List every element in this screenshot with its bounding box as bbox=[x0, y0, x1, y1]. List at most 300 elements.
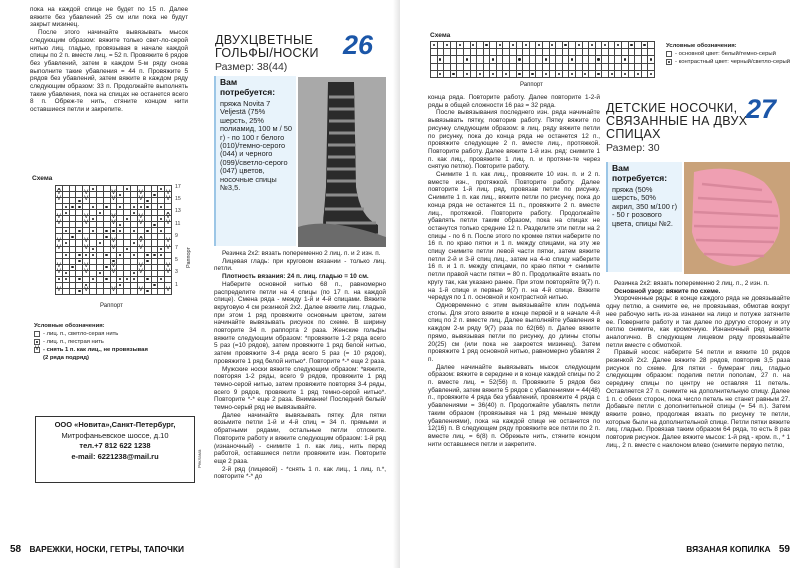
chart-cell bbox=[438, 56, 444, 62]
chart-cell bbox=[111, 271, 117, 276]
chart-cell bbox=[117, 247, 123, 252]
chart-cell bbox=[484, 49, 490, 55]
chart-cell bbox=[477, 56, 483, 62]
chart-cell bbox=[63, 216, 69, 221]
chart-cell bbox=[76, 216, 82, 221]
chart-cell bbox=[457, 64, 463, 70]
chart-cell bbox=[165, 253, 171, 258]
chart-cell bbox=[111, 204, 117, 209]
chart-cell bbox=[63, 265, 69, 270]
chart-cell bbox=[451, 42, 457, 48]
chart-cell bbox=[104, 228, 110, 233]
chart-cell bbox=[536, 64, 542, 70]
chart-cell bbox=[523, 71, 529, 77]
intro-paragraph-1: пока на каждой спице не будет по 15 п. Далее вяжите без убавлений 25 см или пока не будут закрыт мизинец. bbox=[30, 6, 188, 29]
chart-cell bbox=[56, 271, 62, 276]
chart-cell bbox=[563, 49, 569, 55]
chart-cell bbox=[576, 71, 582, 77]
white-square-icon bbox=[34, 331, 40, 337]
chart-cell bbox=[165, 289, 171, 294]
project26-continued bbox=[428, 94, 600, 448]
chart-cell bbox=[70, 259, 76, 264]
chart-cell bbox=[438, 64, 444, 70]
legend-text: - лиц. п., пестрая нить bbox=[43, 339, 104, 345]
row-number: 9 bbox=[175, 232, 178, 239]
legend-title: Условные обозначения: bbox=[666, 43, 737, 49]
chart-cell bbox=[589, 71, 595, 77]
chart-cell bbox=[117, 240, 123, 245]
row-number: 3 bbox=[175, 269, 178, 276]
row-number: 15 bbox=[175, 196, 181, 203]
materials-body: пряжа Novita 7 Veljestä (75% шерсть, 25% полиамид, 100 м / 50 г) - по 100 г белого (010)/темно-серого (044) и черного (099)/светло-серого (047) цветов, носочные спицы №3,5. bbox=[220, 99, 292, 193]
chart-cell bbox=[497, 71, 503, 77]
chart-cell bbox=[451, 49, 457, 55]
chart-cell bbox=[152, 222, 158, 227]
chart-cell bbox=[510, 56, 516, 62]
chart-cell bbox=[510, 64, 516, 70]
chart-cell bbox=[622, 49, 628, 55]
chart-cell bbox=[90, 265, 96, 270]
project27-size: Размер: 30 bbox=[606, 142, 660, 154]
chart-cell bbox=[111, 277, 117, 282]
chart-cell bbox=[63, 234, 69, 239]
chart-cell bbox=[165, 277, 171, 282]
chart-cell bbox=[576, 49, 582, 55]
chart-cell bbox=[530, 64, 536, 70]
chart-cell bbox=[648, 64, 654, 70]
chart-cell bbox=[131, 283, 137, 288]
chart-cell bbox=[503, 71, 509, 77]
chart-cell bbox=[131, 289, 137, 294]
chart-cell bbox=[609, 49, 615, 55]
right-page bbox=[400, 0, 800, 568]
chart-cell bbox=[569, 56, 575, 62]
legend-text: - лиц. п., светло-серая нить bbox=[43, 331, 119, 337]
chart-cell bbox=[70, 222, 76, 227]
chart-cell bbox=[76, 277, 82, 282]
chart-cell bbox=[131, 271, 137, 276]
chart-cell bbox=[145, 265, 151, 270]
chart-cell bbox=[635, 64, 641, 70]
chart-cell bbox=[635, 71, 641, 77]
project27-photo bbox=[684, 162, 790, 274]
chart-cell bbox=[117, 222, 123, 227]
chart-cell bbox=[117, 271, 123, 276]
chart-cell bbox=[111, 198, 117, 203]
chart-cell bbox=[431, 56, 437, 62]
chart-cell bbox=[117, 186, 123, 191]
chart-cell bbox=[444, 56, 450, 62]
chart-cell bbox=[596, 64, 602, 70]
chart-cell bbox=[104, 198, 110, 203]
chart-cell bbox=[165, 222, 171, 227]
chart-cell bbox=[615, 56, 621, 62]
chart-cell bbox=[583, 49, 589, 55]
ad-email[interactable]: e-mail: 6221238@mail.ru bbox=[71, 451, 159, 461]
chart-cell bbox=[550, 42, 556, 48]
paragraph: Лицевая гладь: при круговом вязании - только лиц. петли. bbox=[214, 257, 386, 273]
chart-cell bbox=[517, 71, 523, 77]
paragraph: Укороченные ряды: в конце каждого ряда не довязывайте одну петлю, а снимите ее, не провязывая, обмотав вокруг нее рабочую нить из-за изнанки на лицо и потуже затяните ее. Поверните работу и так далее по другую сторону и эту петлю снимите, как кромочную. Изнаночный ряд вяжите аналогично. В следующем лицевом ряду провязывайте петли вместе с обмоткой. bbox=[606, 295, 790, 349]
chart-cell bbox=[90, 204, 96, 209]
chart-cell bbox=[70, 204, 76, 209]
chart-cell bbox=[145, 192, 151, 197]
chart-cell bbox=[70, 234, 76, 239]
chart-cell bbox=[63, 228, 69, 233]
chart-cell bbox=[642, 42, 648, 48]
chart-cell bbox=[543, 71, 549, 77]
chart1-row-numbers bbox=[175, 184, 185, 294]
chart-cell bbox=[158, 234, 164, 239]
paragraph: Резинка 2х2: вязать попеременно 2 лиц. п. и 2 изн. п. bbox=[222, 250, 381, 257]
chart-cell bbox=[569, 42, 575, 48]
chart-cell bbox=[76, 186, 82, 191]
chart-cell bbox=[76, 247, 82, 252]
chart-cell bbox=[90, 283, 96, 288]
chart-cell bbox=[117, 253, 123, 258]
chart-cell bbox=[615, 42, 621, 48]
chart-cell bbox=[503, 56, 509, 62]
chart-cell bbox=[63, 253, 69, 258]
chart-cell bbox=[63, 186, 69, 191]
chart-cell bbox=[536, 56, 542, 62]
chart-cell bbox=[635, 42, 641, 48]
paragraph: 2-й ряд (лицевой) - *снять 1 п. как лиц., 1 лиц. п.*, повторите *-* до bbox=[214, 465, 386, 481]
chart-cell bbox=[90, 192, 96, 197]
chart-cell bbox=[510, 42, 516, 48]
advertisement-box bbox=[35, 416, 195, 483]
paragraph: конца ряда. Повторите работу. Далее повторите 1-2-й ряды в общей сложности 16 раз = 32 ряда. bbox=[428, 94, 600, 109]
chart-cell bbox=[56, 289, 62, 294]
chart-cell bbox=[63, 271, 69, 276]
chart-cell bbox=[152, 204, 158, 209]
chart-cell bbox=[471, 71, 477, 77]
baby-socks-illustration bbox=[684, 162, 790, 274]
chart-cell bbox=[556, 42, 562, 48]
chart-cell bbox=[124, 289, 130, 294]
chart-cell bbox=[104, 216, 110, 221]
paragraph: Далее начинайте вывязывать пятку. Для пятки возьмите петли 1-й и 4-й спиц = 34 п. прямыми и обратными рядами, остальные петли отложите. Повторите работу и вяжите следующим образом: 1-й ряд (изнаночный) - снимите 1 п. как лиц., нить перед работой, оставшиеся петли провяжите изн. Повторите еще 2 раза. bbox=[214, 411, 386, 465]
chart-cell bbox=[70, 283, 76, 288]
dot-square-icon bbox=[666, 59, 672, 65]
chart-cell bbox=[530, 71, 536, 77]
chart-cell bbox=[90, 228, 96, 233]
chart-cell bbox=[464, 42, 470, 48]
chart-cell bbox=[464, 64, 470, 70]
chart-cell bbox=[152, 253, 158, 258]
chart-cell bbox=[145, 210, 151, 215]
chart-cell bbox=[490, 64, 496, 70]
chart-cell bbox=[124, 259, 130, 264]
chart-cell bbox=[97, 289, 103, 294]
chart-cell bbox=[497, 56, 503, 62]
chart-cell bbox=[569, 71, 575, 77]
chart-cell bbox=[97, 253, 103, 258]
chart-cell bbox=[131, 210, 137, 215]
chart-cell bbox=[117, 259, 123, 264]
chart-cell bbox=[583, 42, 589, 48]
chart-cell bbox=[90, 198, 96, 203]
legend-row bbox=[666, 58, 794, 66]
row-number: 11 bbox=[175, 220, 181, 227]
chart-cell bbox=[596, 42, 602, 48]
chart-cell bbox=[70, 216, 76, 221]
chart-cell bbox=[83, 271, 89, 276]
chart-cell bbox=[131, 259, 137, 264]
chart-cell bbox=[104, 259, 110, 264]
chart-cell bbox=[104, 210, 110, 215]
chart-cell bbox=[490, 42, 496, 48]
chart-cell bbox=[642, 64, 648, 70]
chart-cell bbox=[117, 277, 123, 282]
chart-cell bbox=[477, 64, 483, 70]
chart-cell bbox=[117, 228, 123, 233]
chart-cell bbox=[104, 283, 110, 288]
materials-heading: Вам потребуется: bbox=[220, 77, 276, 97]
chart-cell bbox=[444, 42, 450, 48]
chart-cell bbox=[117, 198, 123, 203]
white-square-icon bbox=[666, 51, 672, 57]
chart-cell bbox=[158, 228, 164, 233]
chart-cell bbox=[158, 210, 164, 215]
chart-cell bbox=[484, 71, 490, 77]
chart-cell bbox=[152, 271, 158, 276]
chart-cell bbox=[90, 271, 96, 276]
chart2-legend bbox=[666, 42, 794, 66]
chart-cell bbox=[97, 186, 103, 191]
title-line: ДВУХЦВЕТНЫЕ bbox=[215, 33, 313, 47]
chart-cell bbox=[90, 240, 96, 245]
title-line: СВЯЗАННЫЕ НА ДВУХ bbox=[606, 114, 748, 128]
chart-cell bbox=[131, 216, 137, 221]
chart-cell bbox=[111, 247, 117, 252]
legend-row bbox=[34, 330, 194, 338]
chart-cell bbox=[464, 56, 470, 62]
chart-cell bbox=[124, 186, 130, 191]
chart-cell bbox=[124, 228, 130, 233]
chart-cell bbox=[76, 289, 82, 294]
chart-cell bbox=[602, 64, 608, 70]
chart-cell bbox=[583, 64, 589, 70]
sock-illustration bbox=[298, 77, 386, 247]
chart-cell bbox=[56, 222, 62, 227]
row-number: 1 bbox=[175, 281, 178, 288]
chart-cell bbox=[117, 234, 123, 239]
chart-cell bbox=[138, 247, 144, 252]
chart-cell bbox=[76, 259, 82, 264]
chart-cell bbox=[145, 186, 151, 191]
chart-cell bbox=[152, 192, 158, 197]
paragraph: Основной узор: вяжите по схеме. bbox=[614, 287, 721, 295]
chart-cell bbox=[131, 204, 137, 209]
chart-cell bbox=[158, 277, 164, 282]
chart-cell bbox=[111, 253, 117, 258]
chart-cell bbox=[158, 216, 164, 221]
chart-cell bbox=[622, 56, 628, 62]
chart-cell bbox=[56, 277, 62, 282]
title-line: ГОЛЬФЫ/НОСКИ bbox=[215, 46, 319, 60]
chart1-grid bbox=[55, 185, 172, 295]
chart-cell bbox=[131, 228, 137, 233]
chart-cell bbox=[158, 192, 164, 197]
chart-cell bbox=[70, 192, 76, 197]
chart-cell bbox=[464, 71, 470, 77]
page-number: 58 bbox=[10, 544, 22, 555]
chart-cell bbox=[90, 253, 96, 258]
chart-cell bbox=[76, 265, 82, 270]
chart-cell bbox=[131, 234, 137, 239]
chart-cell bbox=[124, 240, 130, 245]
chart-cell bbox=[90, 186, 96, 191]
chart-cell bbox=[477, 49, 483, 55]
chart-cell bbox=[97, 228, 103, 233]
chart-cell bbox=[111, 289, 117, 294]
chart-cell bbox=[431, 42, 437, 48]
chart-cell bbox=[523, 49, 529, 55]
chart-cell bbox=[457, 71, 463, 77]
chart-cell bbox=[97, 283, 103, 288]
chart-cell bbox=[104, 186, 110, 191]
chart-cell bbox=[124, 198, 130, 203]
chart-cell bbox=[76, 204, 82, 209]
chart-cell bbox=[622, 71, 628, 77]
chart-cell bbox=[444, 49, 450, 55]
chart-cell bbox=[165, 228, 171, 233]
row-number: 7 bbox=[175, 244, 178, 251]
legend-row bbox=[34, 338, 194, 346]
chart-cell bbox=[152, 228, 158, 233]
chart-cell bbox=[530, 49, 536, 55]
chart-cell bbox=[131, 240, 137, 245]
chart-cell bbox=[70, 277, 76, 282]
chart-cell bbox=[124, 210, 130, 215]
project27-title bbox=[606, 102, 747, 141]
chart-cell bbox=[145, 234, 151, 239]
chart-cell bbox=[609, 56, 615, 62]
chart-cell bbox=[589, 56, 595, 62]
chart-cell bbox=[635, 49, 641, 55]
chart-cell bbox=[131, 277, 137, 282]
chart-cell bbox=[131, 247, 137, 252]
chart-cell bbox=[543, 56, 549, 62]
project26-title bbox=[215, 34, 319, 60]
chart-cell bbox=[523, 56, 529, 62]
chart-cell bbox=[503, 49, 509, 55]
chart-cell bbox=[583, 56, 589, 62]
chart-cell bbox=[104, 271, 110, 276]
chart-cell bbox=[556, 56, 562, 62]
chart-cell bbox=[523, 42, 529, 48]
project27-instructions bbox=[606, 280, 790, 449]
chart-cell bbox=[63, 259, 69, 264]
chart-cell bbox=[622, 64, 628, 70]
chart-cell bbox=[145, 228, 151, 233]
chart-cell bbox=[523, 64, 529, 70]
chart-cell bbox=[76, 228, 82, 233]
chart-cell bbox=[63, 240, 69, 245]
chart-cell bbox=[543, 64, 549, 70]
chart-cell bbox=[602, 42, 608, 48]
chart-cell bbox=[635, 56, 641, 62]
chart-cell bbox=[83, 198, 89, 203]
ad-phone: тел.+7 812 622 1238 bbox=[79, 441, 151, 450]
chart-cell bbox=[138, 204, 144, 209]
chart-cell bbox=[158, 186, 164, 191]
materials-heading: Вам потребуется: bbox=[612, 163, 668, 183]
project26-instructions bbox=[214, 250, 386, 481]
chart-cell bbox=[63, 283, 69, 288]
legend-title: Условные обозначения: bbox=[34, 323, 105, 329]
chart-cell bbox=[131, 265, 137, 270]
chart-cell bbox=[90, 277, 96, 282]
legend-row bbox=[666, 50, 794, 58]
chart-cell bbox=[550, 56, 556, 62]
chart-cell bbox=[648, 56, 654, 62]
chart-cell bbox=[56, 247, 62, 252]
chart-cell bbox=[543, 42, 549, 48]
chart-cell bbox=[589, 64, 595, 70]
chart-cell bbox=[471, 64, 477, 70]
chart-cell bbox=[158, 240, 164, 245]
project26-size: Размер: 38(44) bbox=[215, 61, 288, 73]
chart-cell bbox=[642, 56, 648, 62]
chart-cell bbox=[477, 71, 483, 77]
chart-cell bbox=[152, 234, 158, 239]
paragraph: Далее начинайте вывязывать мысок следующим образом: вяжите в середине и в конце каждой спицы по 2 п. вместе лиц. = 52(56) п. Провяжите 5 рядов без убавлений, затем вяжите 5 рядов с убавлениями = 44(48) п., провяжите 4 ряда без убавлений, провяжите 4 ряда с убавлениями = 36(40) п. Продолжайте убавлять петли таким образом (провязывая на 1 ряд меньше между убавлениями), пока на каждой спице не останется по 12(16) п. В следующем ряду провяжите все петли по 2 п. вместе лиц. = 6(8) п. Обрежьте нить, стяните концом нити оставшиеся петли и закрепите. bbox=[428, 363, 600, 448]
chart-cell bbox=[138, 222, 144, 227]
chart-cell bbox=[83, 277, 89, 282]
chart-cell bbox=[90, 216, 96, 221]
chart-cell bbox=[63, 277, 69, 282]
chart-cell bbox=[629, 56, 635, 62]
chart-cell bbox=[138, 271, 144, 276]
chart-cell bbox=[124, 283, 130, 288]
chart-cell bbox=[83, 289, 89, 294]
chart-cell bbox=[70, 271, 76, 276]
chart-cell bbox=[104, 192, 110, 197]
chart-cell bbox=[484, 42, 490, 48]
chart1-legend bbox=[34, 322, 194, 362]
chart-cell bbox=[83, 253, 89, 258]
chart-cell bbox=[97, 198, 103, 203]
chart-cell bbox=[56, 198, 62, 203]
chart-cell bbox=[464, 49, 470, 55]
chart-cell bbox=[490, 49, 496, 55]
chart-cell bbox=[70, 186, 76, 191]
chart-cell bbox=[602, 71, 608, 77]
chart-cell bbox=[530, 42, 536, 48]
chart-cell bbox=[596, 49, 602, 55]
chart-cell bbox=[550, 64, 556, 70]
chart-cell bbox=[609, 71, 615, 77]
project26-materials bbox=[214, 76, 296, 246]
chart-cell bbox=[97, 265, 103, 270]
chart-cell bbox=[97, 210, 103, 215]
chart-cell bbox=[596, 56, 602, 62]
chart-cell bbox=[536, 49, 542, 55]
chart-cell bbox=[138, 228, 144, 233]
chart-cell bbox=[648, 42, 654, 48]
paragraph: Плотность вязания: 24 п. лиц. гладью = 10 см. bbox=[222, 273, 369, 281]
chart-cell bbox=[490, 71, 496, 77]
chart2-label: Схема bbox=[430, 32, 451, 39]
chart-cell bbox=[569, 64, 575, 70]
chart-cell bbox=[510, 71, 516, 77]
v-square-icon bbox=[34, 347, 40, 353]
chart-cell bbox=[90, 210, 96, 215]
chart-cell bbox=[576, 64, 582, 70]
chart2-bottom-label: Раппорт bbox=[520, 82, 543, 88]
